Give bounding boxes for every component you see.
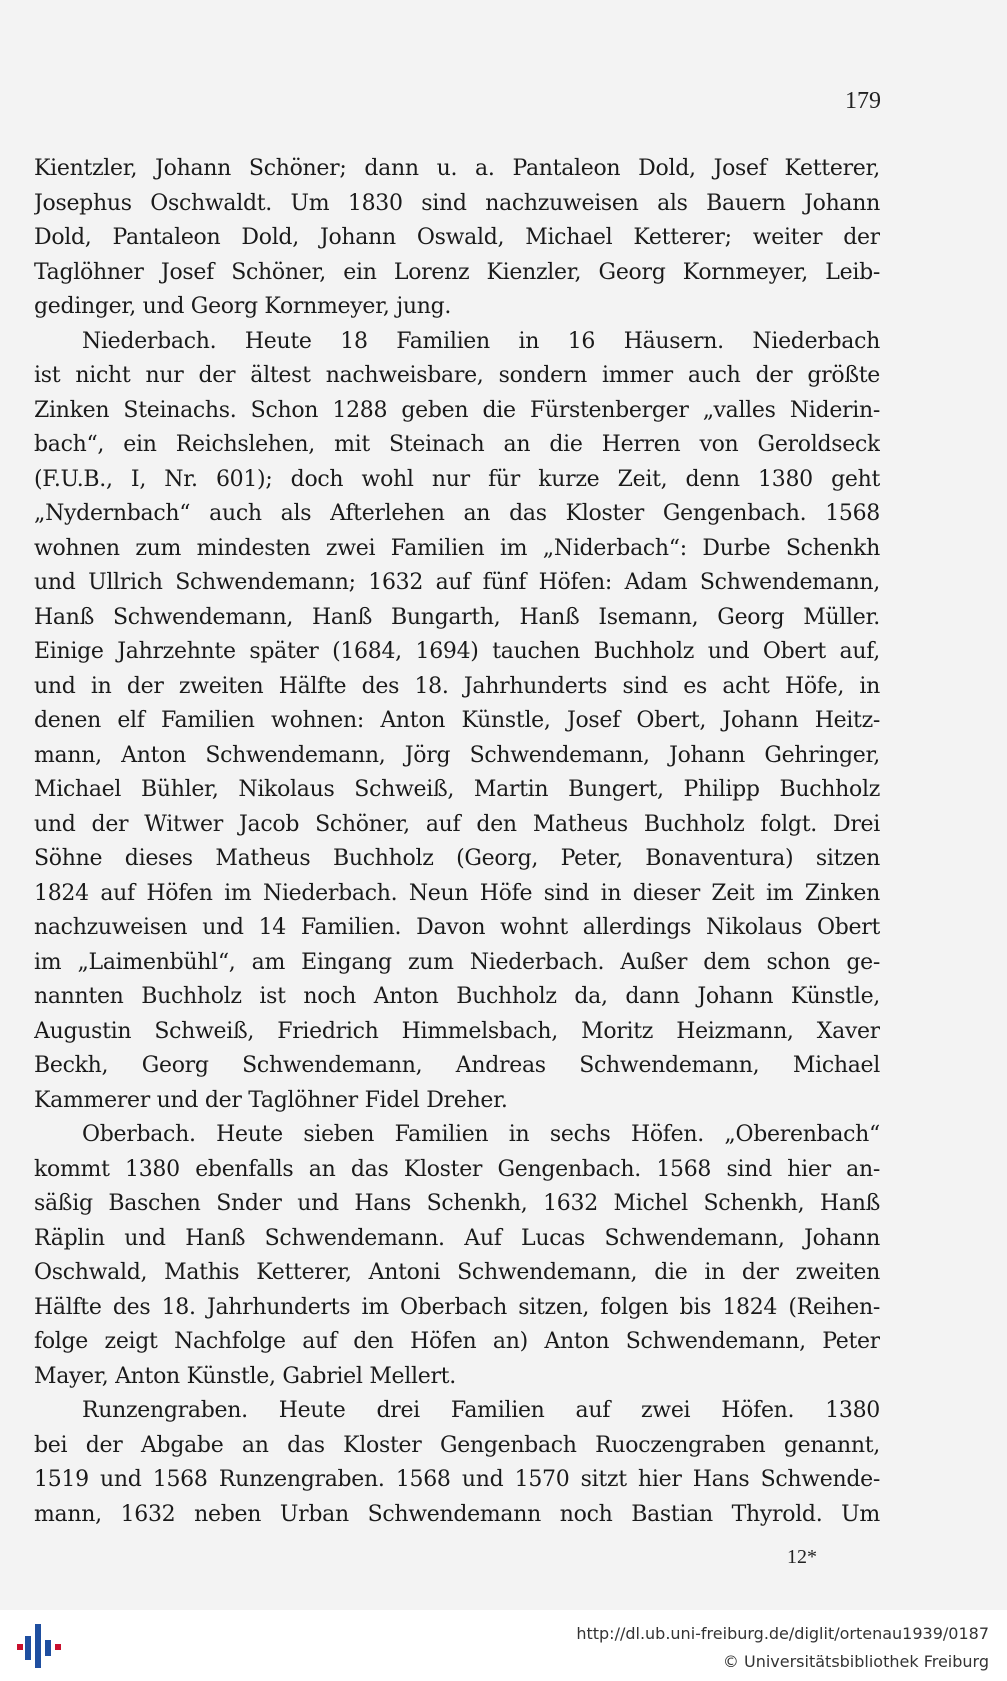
text-line: Beckh, Georg Schwendemann, Andreas Schwendemann, Michael — [34, 1053, 880, 1078]
text-line: 1519 und 1568 Runzengraben. 1568 und 1570 sitzt hier Hans Schwende- — [34, 1467, 880, 1492]
text-line: bach“, ein Reichslehen, mit Steinach an die Herren von Geroldseck — [34, 432, 880, 457]
library-logo-icon — [16, 1622, 64, 1670]
text-line: denen elf Familien wohnen: Anton Künstle, Josef Obert, Johann Heitz- — [34, 708, 880, 733]
text-line: Räplin und Hanß Schwendemann. Auf Lucas Schwendemann, Johann — [34, 1225, 880, 1251]
text-line: Michael Bühler, Nikolaus Schweiß, Martin Bungert, Philipp Buchholz — [34, 777, 880, 802]
text-line: wohnen zum mindesten zwei Familien im „Niderbach“: Durbe Schenkh — [34, 535, 880, 561]
text-line: Dold, Pantaleon Dold, Johann Oswald, Michael Ketterer; weiter der — [34, 225, 880, 250]
text-line: Taglöhner Josef Schöner, ein Lorenz Kienzler, Georg Kornmeyer, Leib- — [34, 259, 880, 285]
text-line: säßig Baschen Snder und Hans Schenkh, 1632 Michel Schenkh, Hanß — [34, 1191, 880, 1216]
page-number: 179 — [845, 88, 881, 114]
text-line: Kammerer und der Taglöhner Fidel Dreher. — [34, 1087, 508, 1113]
text-line: Augustin Schweiß, Friedrich Himmelsbach, Moritz Heizmann, Xaver — [34, 1018, 880, 1044]
text-line: nachzuweisen und 14 Familien. Davon wohnt allerdings Nikolaus Obert — [34, 915, 880, 940]
text-line: Einige Jahrzehnte später (1684, 1694) tauchen Buchholz und Obert auf, — [34, 639, 880, 664]
text-line: Kientzler, Johann Schöner; dann u. a. Pantaleon Dold, Josef Ketterer, — [34, 156, 880, 181]
text-line: (F.U.B., I, Nr. 601); doch wohl nur für kurze Zeit, denn 1380 geht — [34, 466, 880, 492]
text-line: Mayer, Anton Künstle, Gabriel Mellert. — [34, 1363, 456, 1389]
signature-mark: 12* — [787, 1546, 817, 1568]
text-line: Zinken Steinachs. Schon 1288 geben die Fürstenberger „valles Niderin- — [34, 397, 880, 423]
section-heading-line-oberbach: Oberbach. Heute sieben Familien in sechs Höfen. „Oberenbach“ — [82, 1122, 880, 1147]
text-line: kommt 1380 ebenfalls an das Kloster Gengenbach. 1568 sind hier an- — [34, 1156, 880, 1182]
text-line: gedinger, und Georg Kornmeyer, jung. — [34, 294, 452, 319]
text-line: „Nydernbach“ auch als Afterlehen an das Kloster Gengenbach. 1568 — [34, 501, 880, 526]
viewer-footer — [0, 1610, 1007, 1681]
text-line: und Ullrich Schwendemann; 1632 auf fünf Höfen: Adam Schwendemann, — [34, 570, 880, 595]
section-heading-line-niederbach: Niederbach. Heute 18 Familien in 16 Häusern. Niederbach — [82, 328, 880, 354]
text-line: Söhne dieses Matheus Buchholz (Georg, Peter, Bonaventura) sitzen — [34, 846, 880, 871]
text-line: Oschwald, Mathis Ketterer, Antoni Schwendemann, die in der zweiten — [34, 1260, 880, 1285]
text-line: mann, 1632 neben Urban Schwendemann noch Bastian Thyrold. Um — [34, 1501, 880, 1527]
body-text — [34, 152, 880, 1532]
text-line: bei der Abgabe an das Kloster Gengenbach Ruoczengraben genannt, — [34, 1432, 880, 1458]
text-line: folge zeigt Nachfolge auf den Höfen an) Anton Schwendemann, Peter — [34, 1329, 880, 1354]
text-line: und in der zweiten Hälfte des 18. Jahrhunderts sind es acht Höfe, in — [34, 673, 880, 699]
text-line: nannten Buchholz ist noch Anton Buchholz da, dann Johann Künstle, — [34, 984, 880, 1009]
text-line: Josephus Oschwaldt. Um 1830 sind nachzuweisen als Bauern Johann — [34, 190, 880, 216]
copyright-text: © Universitätsbibliothek Freiburg — [722, 1652, 989, 1671]
text-line: im „Laimenbühl“, am Eingang zum Niederbach. Außer dem schon ge- — [34, 949, 880, 975]
text-line: und der Witwer Jacob Schöner, auf den Matheus Buchholz folgt. Drei — [34, 811, 880, 837]
text-line: mann, Anton Schwendemann, Jörg Schwendemann, Johann Gehringer, — [34, 742, 880, 768]
text-line: Hanß Schwendemann, Hanß Bungarth, Hanß Isemann, Georg Müller. — [34, 604, 880, 630]
text-line: 1824 auf Höfen im Niederbach. Neun Höfe sind in dieser Zeit im Zinken — [34, 880, 880, 906]
section-heading-line-runzengraben: Runzengraben. Heute drei Familien auf zwei Höfen. 1380 — [82, 1398, 880, 1423]
permalink-url[interactable]: http://dl.ub.uni-freiburg.de/diglit/ortenau1939/0187 — [576, 1624, 989, 1643]
text-line: ist nicht nur der ältest nachweisbare, sondern immer auch der größte — [34, 363, 880, 388]
text-line: Hälfte des 18. Jahrhunderts im Oberbach sitzen, folgen bis 1824 (Reihen- — [34, 1294, 880, 1320]
